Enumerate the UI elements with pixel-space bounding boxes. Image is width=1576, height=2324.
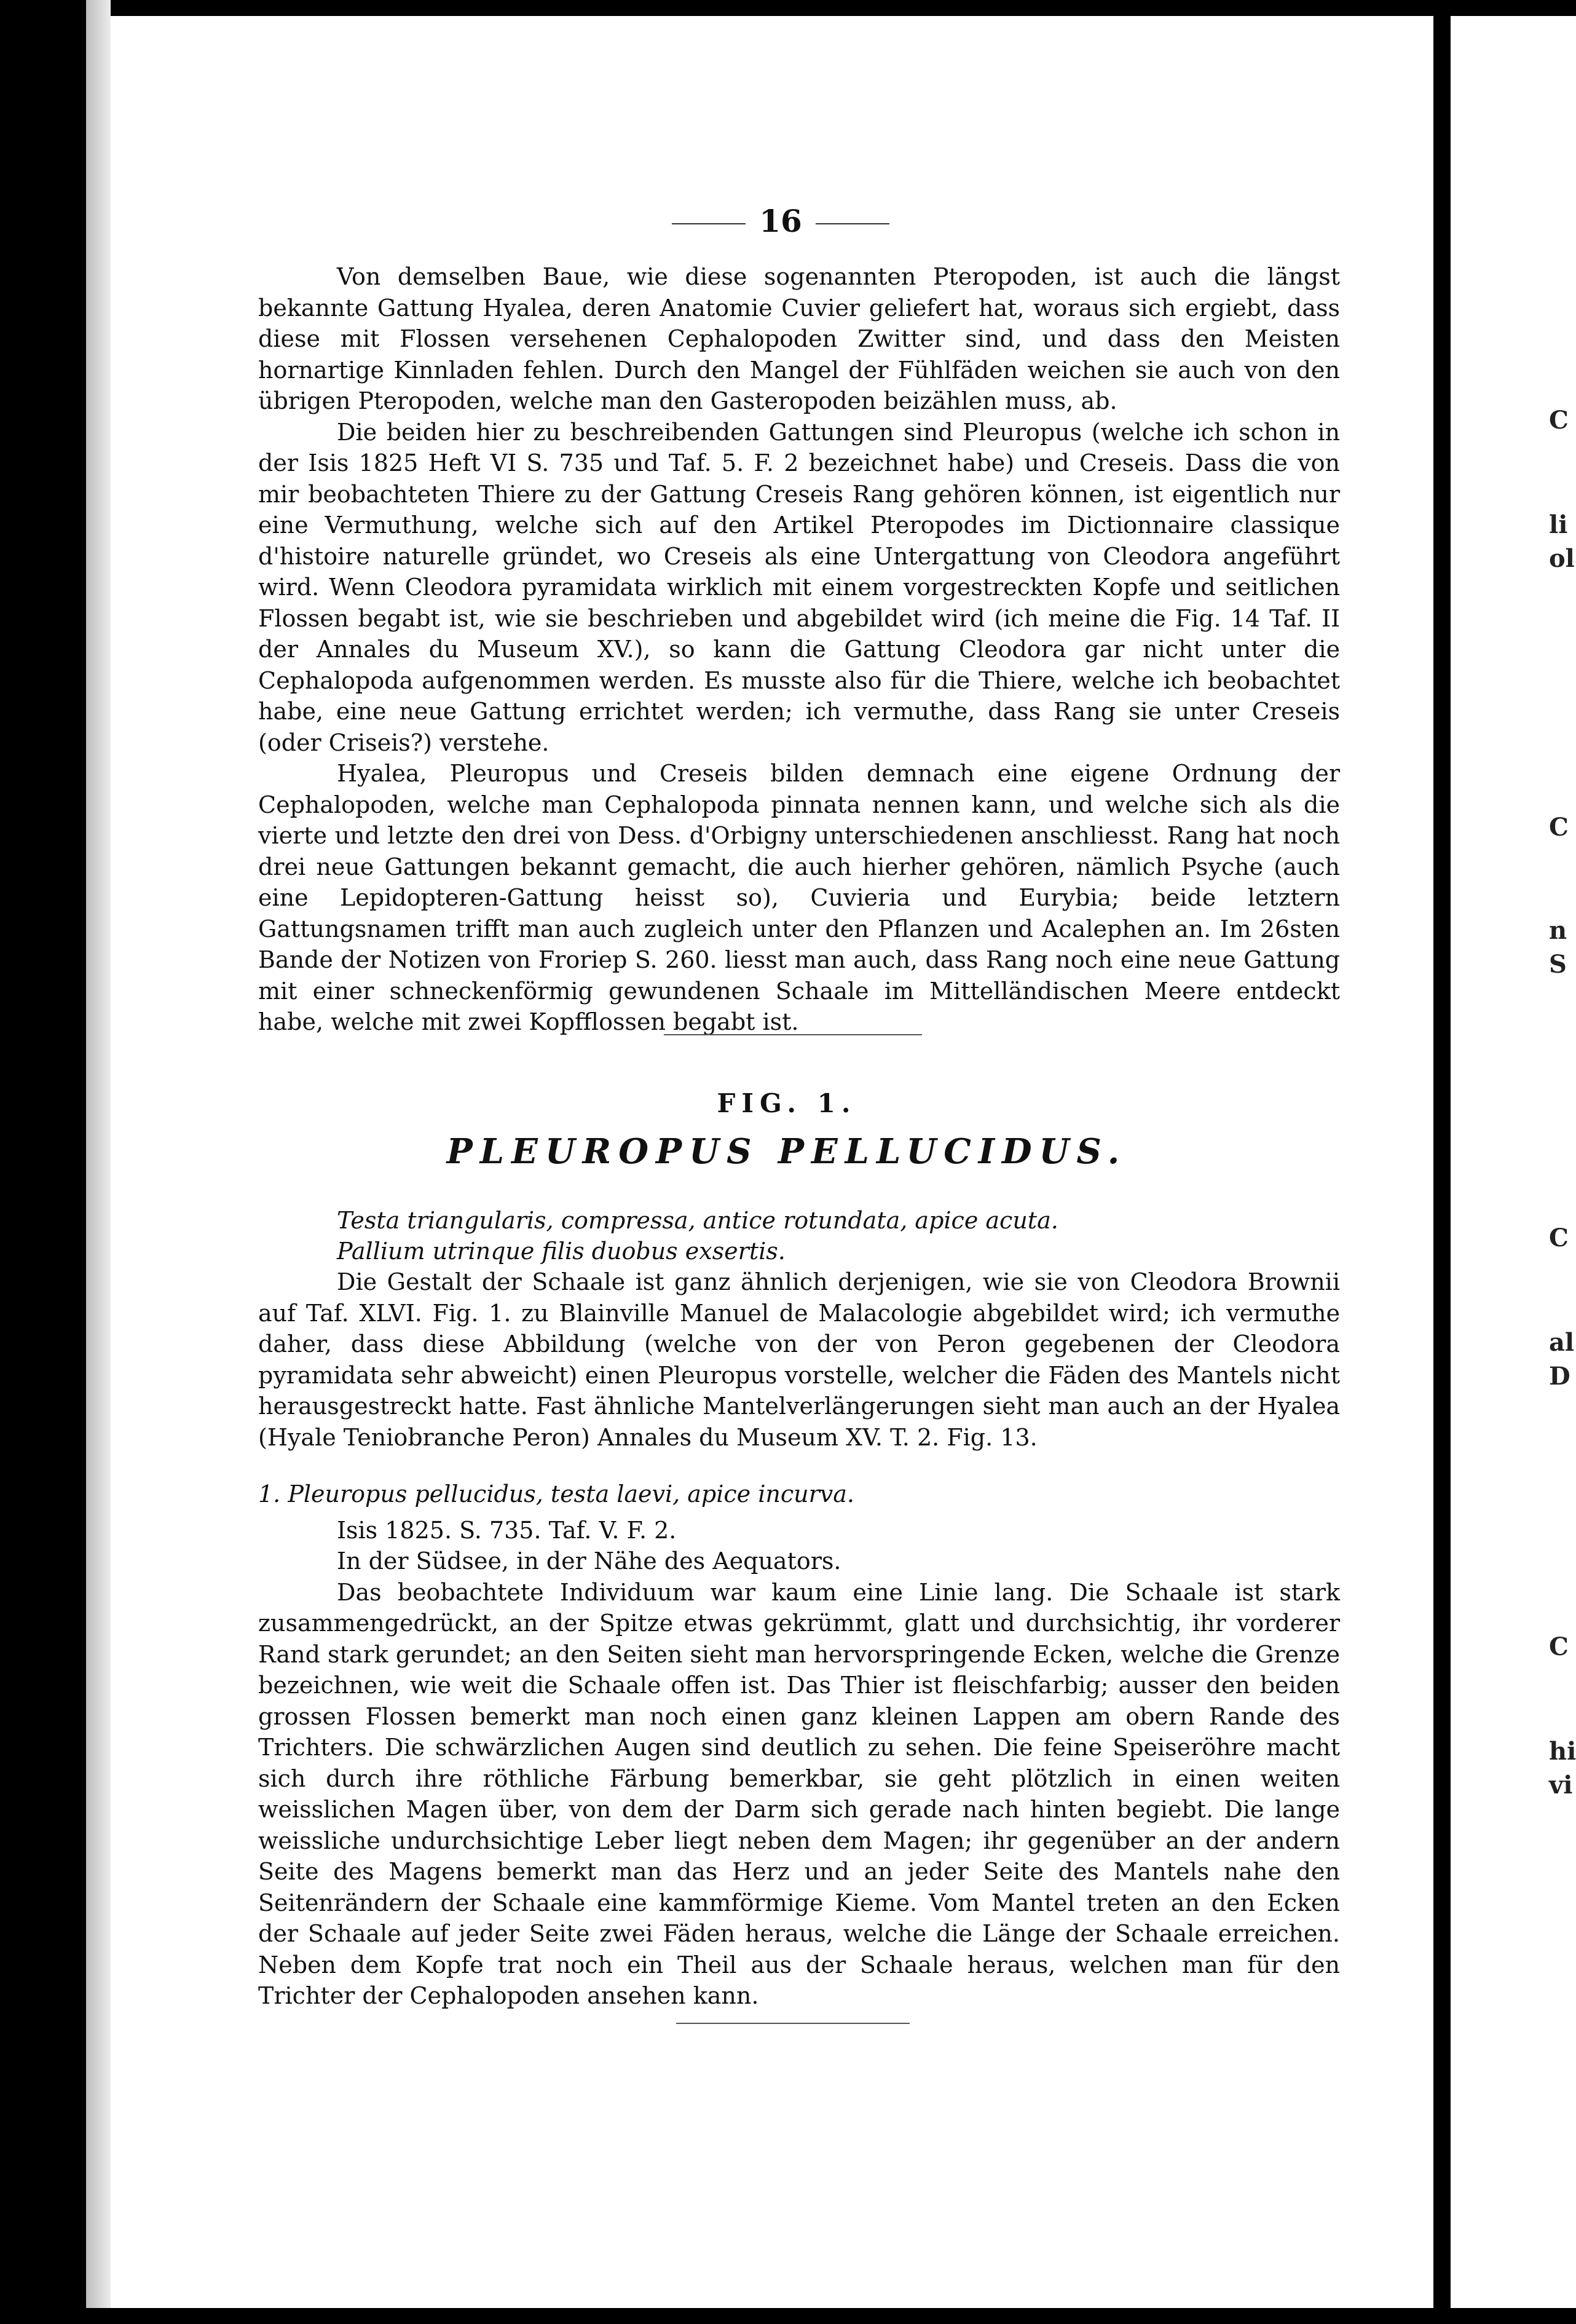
scan-border-top [0, 0, 1576, 16]
adjacent-page-fragment: C [1549, 1632, 1569, 1661]
intro-text [258, 261, 1340, 1038]
adjacent-page-fragment: hi [1549, 1737, 1576, 1766]
section-divider [664, 1034, 922, 1035]
page-number-header [639, 203, 922, 239]
species-description: Das beobachtete Individuum war kaum eine Linie lang. Die Schaale ist stark zusammengedrückt, an der Spitze etwas gekrümmt, glatt und durchsichtig, ihr vorderer Rand stark gerundet; an den Seiten sieht man hervorspringende Ecken, welche die Grenze bezeichnen, wie weit die Schaale offen ist. Das Thier ist fleischfarbig; ausser den beiden grossen Flossen bemerkt man noch einen ganz kleinen Lappen am obern Rande des Trichters. Die schwärzlichen Augen sind deutlich zu sehen. Die feine Speiseröhre macht sich durch ihre röthliche Färbung bemerkbar, sie geht plötzlich in einen weiten weisslichen Magen über, von dem der Darm sich gerade nach hinten begiebt. Die lange weissliche undurchsichtige Leber liegt neben dem Magen; ihr gegenüber an der andern Seite des Magens bemerkt man das Herz und an jeder Seite des Mantels nahe den Seitenrändern der Schaale eine kammförmige Kieme. Vom Mantel treten an den Ecken der Schaale auf jeder Seite zwei Fäden heraus, welche die Länge der Schaale erreichen. Neben dem Kopfe trat noch ein Theil aus der Schaale heraus, welchen man für den Trichter der Cephalopoden ansehen kann. [258, 1578, 1340, 2009]
adjacent-page [1451, 16, 1576, 2308]
adjacent-page-fragment: n [1549, 916, 1567, 945]
intro-paragraph: Die beiden hier zu beschreibenden Gattungen sind Pleuropus (welche ich schon in der Isis 1825 Heft VI S. 735 und Taf. 5. F. 2 bezeichnet habe) und Creseis. Dass die von mir beobachteten Thiere zu der Gattung Creseis Rang gehören können, ist eigentlich nur eine Vermuthung, welche sich auf den Artikel Pteropodes im Dictionnaire classique d'histoire naturelle gründet, wo Creseis als eine Untergattung von Cleodora angeführt wird. Wenn Cleodora pyramidata wirklich mit einem vorgestreckten Kopfe und seitlichen Flossen begabt ist, wie sie beschrieben und abgebildet wird (ich meine die Fig. 14 Taf. II der Annales du Museum XV.), so kann die Gattung Cleodora gar nicht unter die Cephalopoda aufgenommen werden. Es musste also für die Thiere, welche ich beobachtet habe, eine neue Gattung errichtet werden; ich vermuthe, dass Rang sie unter Creseis (oder Criseis?) verstehe. [258, 418, 1340, 756]
scan-border-bottom [0, 2308, 1576, 2324]
header-dash-right [816, 223, 889, 224]
page-number: 16 [759, 203, 802, 239]
intro-paragraph: Hyalea, Pleuropus und Creseis bilden demnach eine eigene Ordnung der Cephalopoden, welche man Cephalopoda pinnata nennen kann, und welche sich als die vierte und letzte den drei von Dess. d'Orbigny unterschiedenen anschliesst. Rang hat noch drei neue Gattungen bekannt gemacht, die auch hierher gehören, nämlich Psyche (auch eine Lepidopteren-Gattung heisst so), Cuvieria und Eurybia; beide letztern Gattungsnamen trifft man auch zugleich unter den Pflanzen und Acalephen an. Im 26sten Bande der Notizen von Froriep S. 260. liesst man auch, dass Rang noch eine neue Gattung mit einer schneckenförmig gewundenen Schaale im Mittelländischen Meere entdeckt habe, welche mit zwei Kopfflossen begabt ist. [258, 760, 1340, 1035]
species-entry [258, 1479, 1340, 2012]
species-reference: Isis 1825. S. 735. Taf. V. F. 2. [337, 1516, 677, 1544]
adjacent-page-fragment: vi [1549, 1771, 1573, 1800]
book-gutter [86, 0, 111, 2324]
end-divider [676, 2023, 910, 2024]
adjacent-page-fragment: S [1549, 950, 1567, 979]
diagnosis-line: Pallium utrinque filis duobus exsertis. [337, 1238, 786, 1265]
adjacent-page-fragment: D [1549, 1362, 1570, 1391]
header-dash-left [672, 223, 746, 224]
adjacent-page-fragment: al [1549, 1328, 1575, 1357]
diagnosis-line: Testa triangularis, compressa, antice rotundata, apice acuta. [337, 1207, 1058, 1234]
adjacent-page-fragment: ol [1549, 544, 1575, 573]
adjacent-page-fragment: C [1549, 813, 1569, 842]
adjacent-page-fragment: li [1549, 510, 1568, 539]
figure-title: PLEUROPUS PELLUCIDUS. [446, 1131, 1127, 1172]
scan-border-right [1433, 0, 1451, 2324]
species-locality: In der Südsee, in der Nähe des Aequators. [337, 1547, 841, 1575]
figure-description [258, 1267, 1340, 1453]
scan-border-left [0, 0, 86, 2324]
adjacent-page-fragment: C [1549, 406, 1569, 435]
figure-diagnosis [258, 1205, 1340, 1267]
species-heading: 1. Pleuropus pellucidus, testa laevi, apice incurva. [258, 1480, 855, 1508]
adjacent-page-fragment: C [1549, 1223, 1569, 1252]
figure-label: FIG. 1. [717, 1088, 857, 1118]
intro-paragraph: Von demselben Baue, wie diese sogenannten Pteropoden, ist auch die längst bekannte Gattung Hyalea, deren Anatomie Cuvier geliefert hat, woraus sich ergiebt, dass diese mit Flossen versehenen Cephalopoden Zwitter sind, und dass den Meisten hornartige Kinnladen fehlen. Durch den Mangel der Fühlfäden weichen sie auch von den übrigen Pteropoden, welche man den Gasteropoden beizählen muss, ab. [258, 263, 1340, 414]
figure-description-text: Die Gestalt der Schaale ist ganz ähnlich derjenigen, wie sie von Cleodora Brownii auf Taf. XLVI. Fig. 1. zu Blainville Manuel de Malacologie abgebildet wird; ich vermuthe daher, dass diese Abbildung (welche von der von Peron gegebenen der Cleodora pyramidata sehr abweicht) einen Pleuropus vorstelle, welcher die Fäden des Mantels nicht herausgestreckt hatte. Fast ähnliche Mantelverlängerungen sieht man auch an der Hyalea (Hyale Teniobranche Peron) Annales du Museum XV. T. 2. Fig. 13. [258, 1268, 1340, 1451]
